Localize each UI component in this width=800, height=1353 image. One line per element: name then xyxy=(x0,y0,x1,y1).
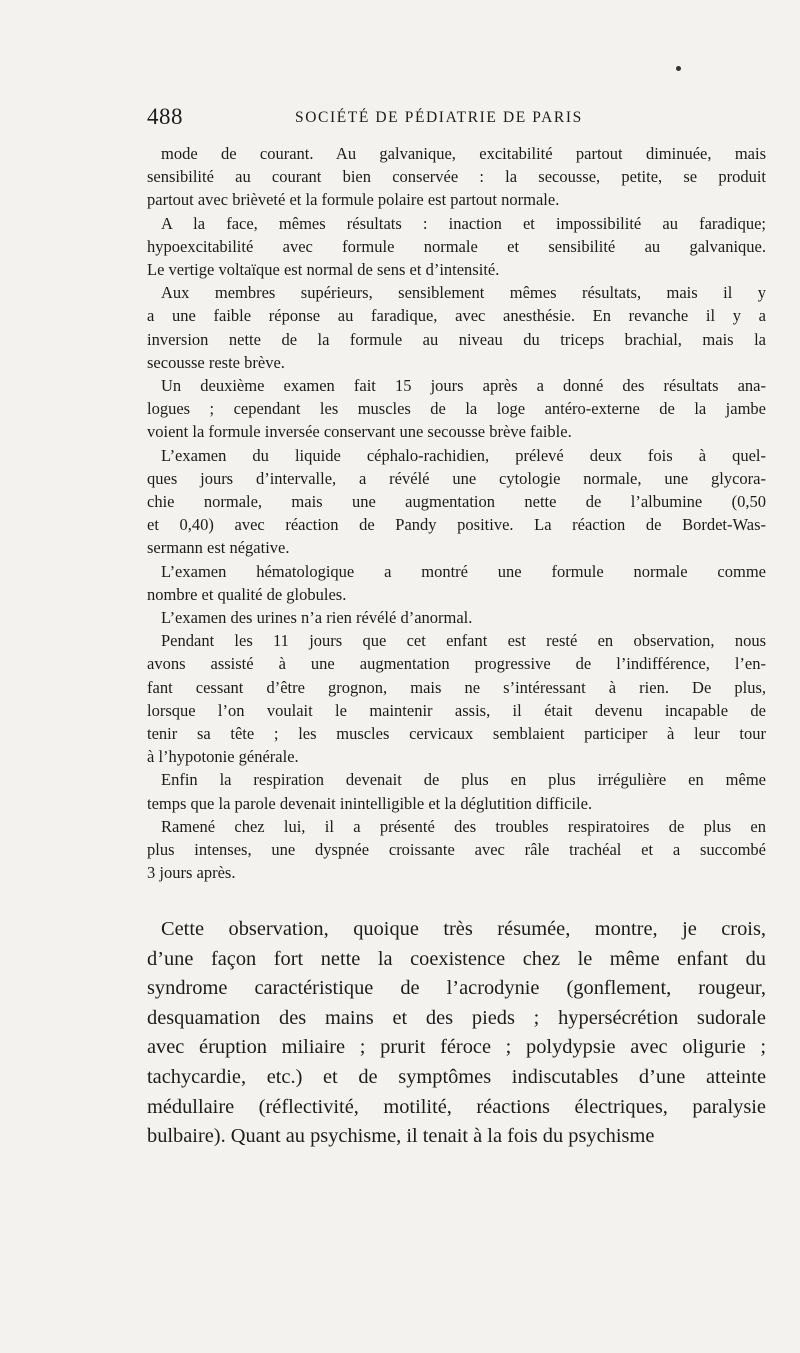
paragraph xyxy=(147,281,766,374)
text-line: et 0,40) avec réaction de Pandy positive. La réaction de Bordet-Was- xyxy=(147,515,766,535)
text-line: mode de courant. Au galvanique, excitabilité partout diminuée, mais xyxy=(161,144,766,163)
paragraph xyxy=(147,374,766,444)
paragraph xyxy=(147,444,766,560)
paragraph xyxy=(147,560,766,606)
text-line: sermann est négative. xyxy=(147,538,290,558)
text-line: plus intenses, une dyspnée croissante avec râle trachéal et a succombé xyxy=(147,840,766,860)
text-line: Aux membres supérieurs, sensiblement mêmes résultats, mais il y xyxy=(161,283,766,303)
paragraph xyxy=(147,212,766,282)
text-line: tenir sa tête ; les muscles cervicaux semblaient participer à leur tour xyxy=(147,724,766,744)
text-line: ques jours d’intervalle, a révélé une cytologie normale, une glycora- xyxy=(147,468,766,488)
text-line: Un deuxième examen fait 15 jours après a donné des résultats ana- xyxy=(161,376,766,396)
text-line: desquamation des mains et des pieds ; hypersécrétion sudorale xyxy=(147,1006,766,1029)
paragraph xyxy=(147,142,766,212)
text-line: avec éruption miliaire ; prurit féroce ; polydypsie avec oligurie ; xyxy=(147,1036,766,1059)
text-line: chie normale, mais une augmentation nette de l’albumine (0,50 xyxy=(147,492,766,512)
text-line: L’examen des urines n’a rien révélé d’anormal. xyxy=(161,608,473,628)
text-line: tachycardie, etc.) et de symptômes indiscutables d’une atteinte xyxy=(147,1065,766,1088)
text-line: lorsque l’on voulait le maintenir assis, il était devenu incapable de xyxy=(147,700,766,720)
text-line: L’examen du liquide céphalo-rachidien, prélevé deux fois à quel- xyxy=(161,445,766,465)
text-line: Cette observation, quoique très résumée, montre, je crois, xyxy=(161,918,766,940)
page-number: 488 xyxy=(147,104,183,129)
text-line: hypoexcitabilité avec formule normale et sensibilité au galvanique. xyxy=(147,236,766,256)
text-line: voient la formule inversée conservant une secousse brève faible. xyxy=(147,422,572,442)
text-line: Le vertige voltaïque est normal de sens et d’intensité. xyxy=(147,260,500,280)
margin-mark xyxy=(676,66,681,71)
text-line: à l’hypotonie générale. xyxy=(147,747,299,767)
case-report-text xyxy=(147,142,766,885)
text-line: Pendant les 11 jours que cet enfant est resté en observation, nous xyxy=(161,631,766,651)
text-line: L’examen hématologique a montré une formule normale comme xyxy=(161,561,766,581)
paragraph xyxy=(147,815,766,885)
text-line: d’une façon fort nette la coexistence chez le même enfant du xyxy=(147,947,766,970)
text-line: partout avec brièveté et la formule polaire est partout normale. xyxy=(147,190,560,210)
paragraph xyxy=(147,606,766,629)
text-line: logues ; cependant les muscles de la loge antéro-externe de la jambe xyxy=(147,399,766,419)
discussion-text xyxy=(147,915,766,1152)
text-line: sensibilité au courant bien conservée : la secousse, petite, se produit xyxy=(147,167,766,187)
running-title: SOCIÉTÉ DE PÉDIATRIE DE PARIS xyxy=(295,109,583,126)
text-line: médullaire (réflectivité, motilité, réactions électriques, paralysie xyxy=(147,1095,766,1118)
text-line: syndrome caractéristique de l’acrodynie (gonflement, rougeur, xyxy=(147,977,766,1000)
text-line: a une faible réponse au faradique, avec anesthésie. En revanche il y a xyxy=(147,306,766,326)
paragraph xyxy=(147,768,766,814)
text-line: Ramené chez lui, il a présenté des troubles respiratoires de plus en xyxy=(161,816,766,836)
text-line: bulbaire). Quant au psychisme, il tenait à la fois du psychisme xyxy=(147,1125,655,1148)
text-line: fant cessant d’être grognon, mais ne s’intéressant à rien. De plus, xyxy=(147,677,766,697)
paragraph xyxy=(147,915,766,1152)
page-header xyxy=(147,104,766,134)
text-line: inversion nette de la formule au niveau du triceps brachial, mais la xyxy=(147,329,766,349)
text-line: secousse reste brève. xyxy=(147,352,285,372)
text-line: 3 jours après. xyxy=(147,863,236,883)
text-line: nombre et qualité de globules. xyxy=(147,584,347,604)
text-line: Enfin la respiration devenait de plus en plus irrégulière en même xyxy=(161,770,766,790)
paragraph xyxy=(147,629,766,768)
text-line: A la face, mêmes résultats : inaction et impossibilité au faradique; xyxy=(161,213,766,233)
text-line: temps que la parole devenait inintelligible et la déglutition difficile. xyxy=(147,793,593,813)
text-line: avons assisté à une augmentation progressive de l’indifférence, l’en- xyxy=(147,654,766,674)
